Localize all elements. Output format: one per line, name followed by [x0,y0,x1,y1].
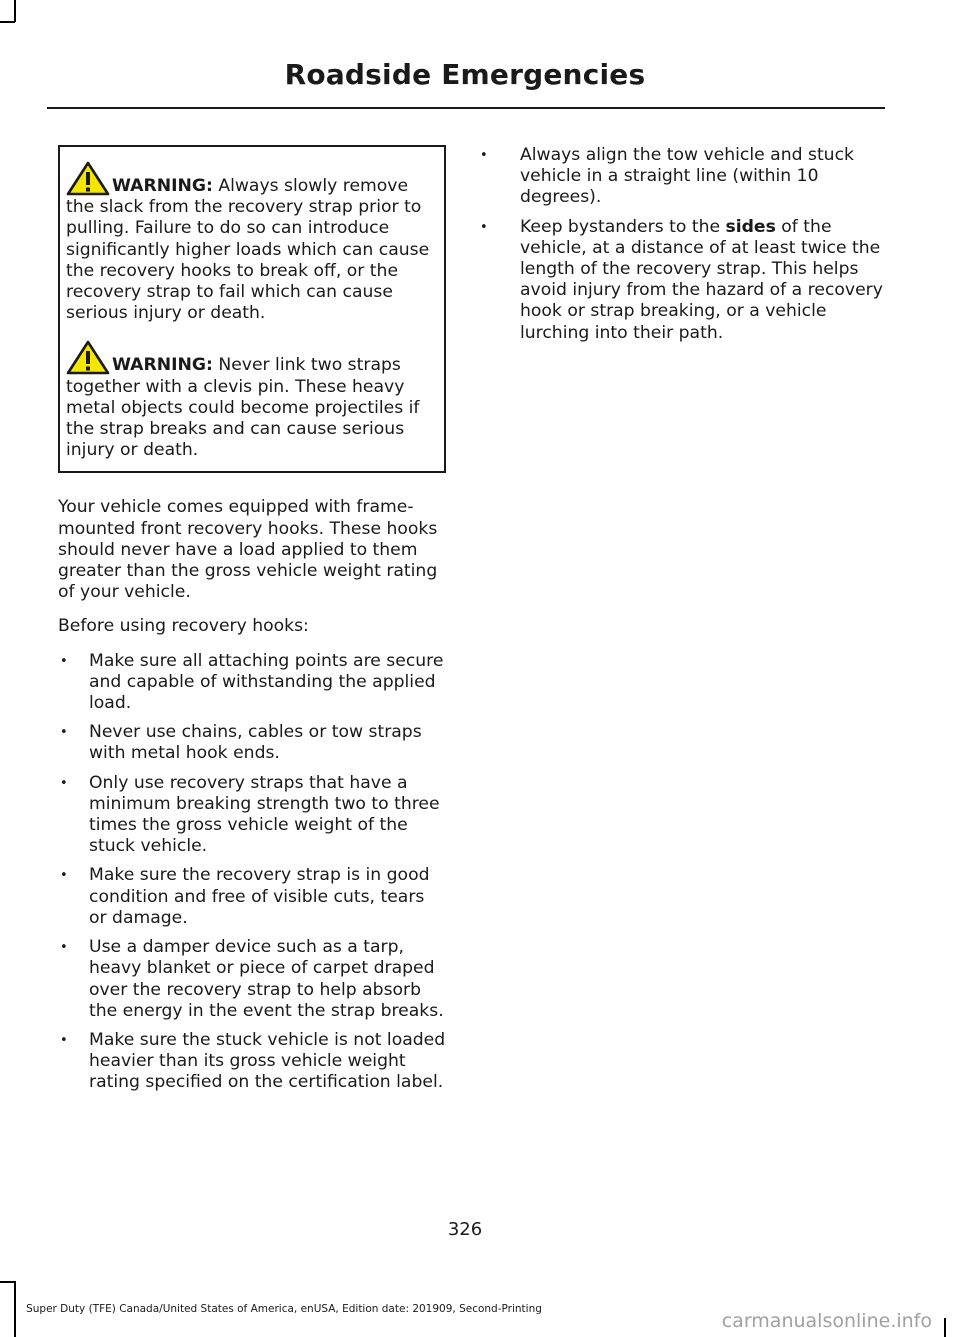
list-item [478,217,884,344]
header-divider [47,107,885,109]
warning-2 [66,340,438,461]
list-item: • Always align the tow vehicle and stuck vehicle in a straight line (within 10 degrees). [478,145,884,209]
edition-text: Super Duty (TFE) Canada/United States of America, enUSA, Edition date: 201909, Second-Printing [26,1303,542,1315]
crop-mark-top-left-vertical [14,0,16,22]
list-item: • Make sure the stuck vehicle is not loaded heavier than its gross vehicle weight rating specified on the certification label. [58,1030,446,1094]
warning-triangle-icon [66,161,110,197]
warning-box [58,145,446,473]
warning-label: WARNING: [112,355,213,376]
right-column [478,145,884,352]
intro-paragraph: Your vehicle comes equipped with frame-mounted front recovery hooks. These hooks should never have a load applied to them greater than the gross vehicle weight rating of your vehicle. [58,497,438,603]
left-column [58,145,446,1102]
crop-mark-bottom-left-horizontal [0,1281,15,1283]
warning-triangle-icon [66,340,110,376]
list-item: • Use a damper device such as a tarp, heavy blanket or piece of carpet draped over the recovery strap to help absorb the energy in the event the strap breaks. [58,937,446,1022]
watermark: carmanualsonline.info [721,1310,932,1332]
right-bullet-list [478,145,884,344]
warning-text: Always slowly remove the slack from the recovery strap prior to pulling. Failure to do so can introduce significantly higher loads which can cause the recovery hooks to break off, or the recovery strap to fail which can cause serious injury or death. [66,176,430,324]
list-item-emphasis: sides [725,216,776,237]
warning-label: WARNING: [112,176,213,196]
list-item: • Make sure the recovery strap is in good condition and free of visible cuts, tears or damage. [58,865,446,929]
list-item: • Make sure all attaching points are secure and capable of withstanding the applied load. [58,651,446,715]
before-heading: Before using recovery hooks: [58,616,309,637]
left-bullet-list [58,651,446,1094]
page-number: 326 [447,1219,483,1240]
list-item-text: of the vehicle, at a distance of at least twice the length of the recovery strap. This helps avoid injury from the hazard of a recovery hook or strap breaking, or a vehicle lurching into their path. [520,216,883,343]
crop-mark-top-left-horizontal [0,21,15,23]
crop-mark-bottom-right-vertical [944,1318,946,1337]
list-item: • Never use chains, cables or tow straps with metal hook ends. [58,722,446,764]
page-title: Roadside Emergencies [284,58,646,91]
list-item-text: Keep bystanders to the [520,216,726,237]
warning-text: Never link two straps together with a clevis pin. These heavy metal objects could become projectiles if the strap breaks and can cause serious injury or death. [66,355,420,461]
list-item: • Only use recovery straps that have a minimum breaking strength two to three times the gross vehicle weight of the stuck vehicle. [58,773,446,858]
edition-footer [0,1303,568,1315]
warning-1 [66,161,438,324]
